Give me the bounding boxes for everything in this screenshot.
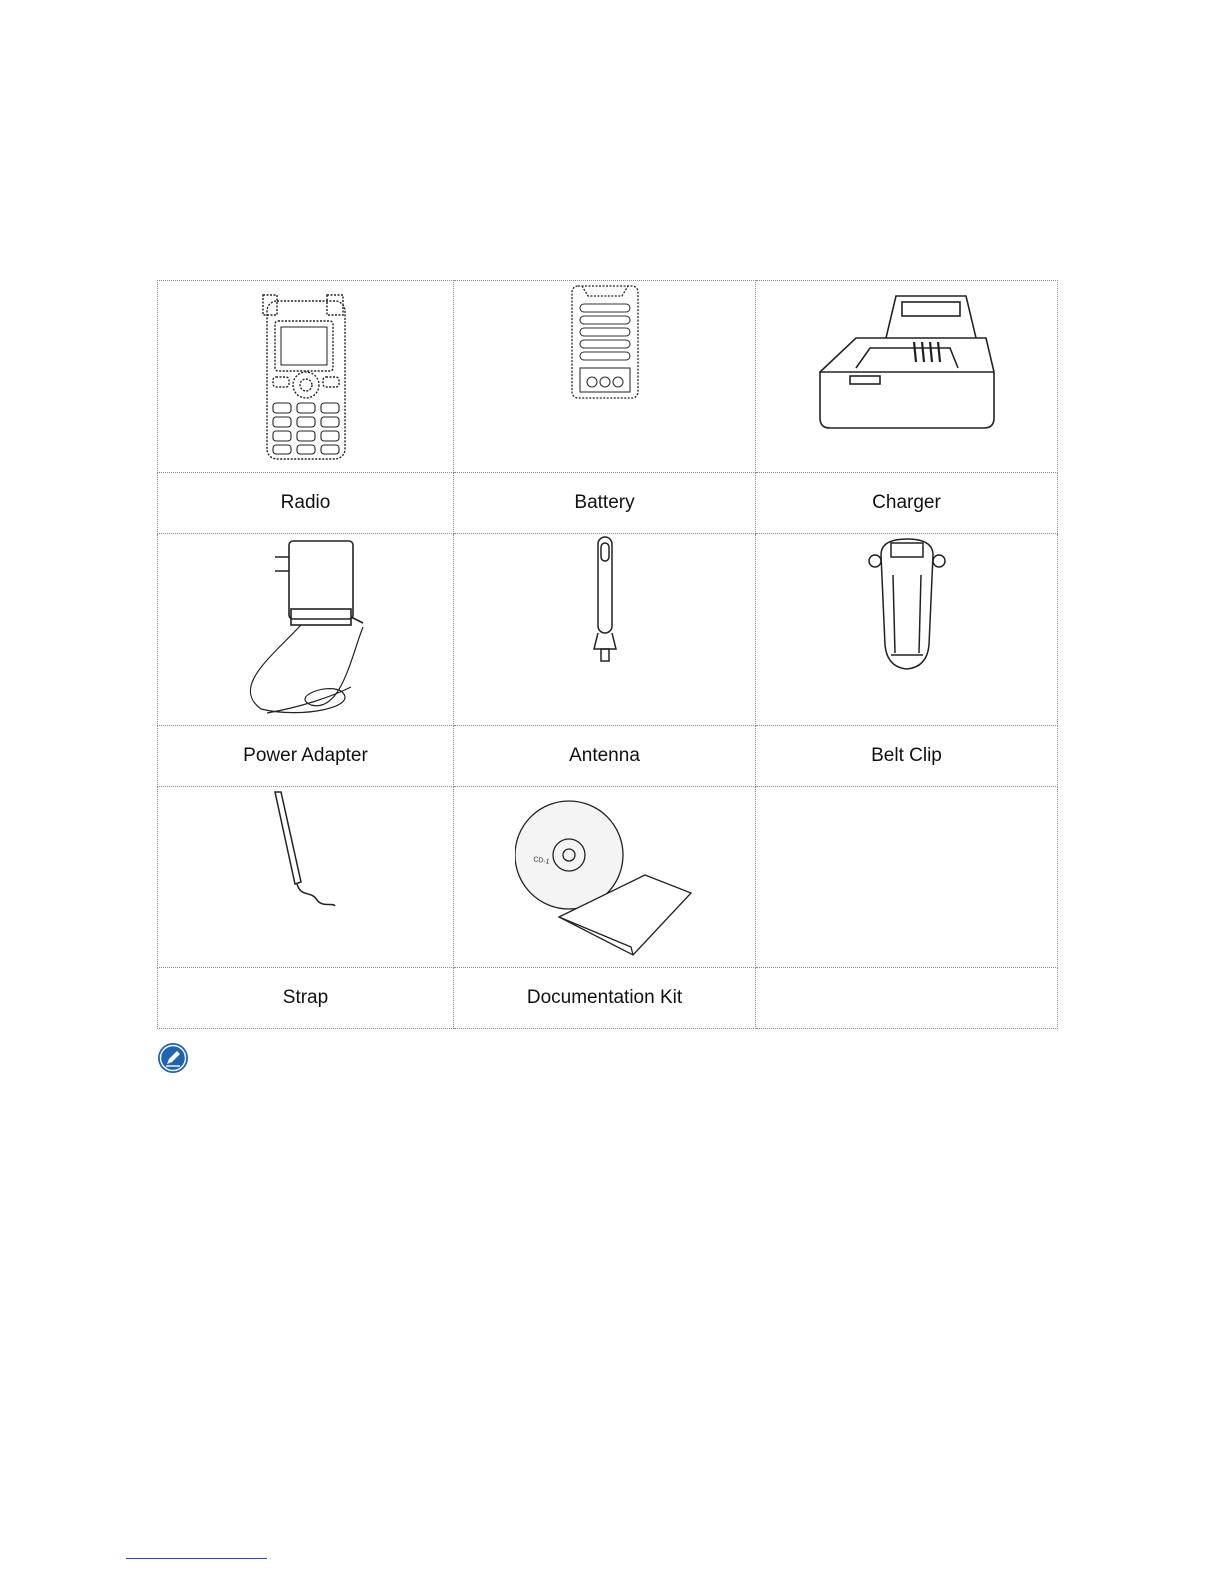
radio-image-cell [158,281,454,473]
image-row [158,787,1058,968]
item-label-radio: Radio [280,492,331,513]
item-label-documentation-kit: Documentation Kit [526,987,683,1008]
note-pencil-icon [157,1042,189,1074]
charger-icon [816,292,998,432]
label-row [158,726,1058,787]
label-row [158,473,1058,534]
item-label-power-adapter: Power Adapter [243,745,368,766]
item-label-antenna: Antenna [569,745,640,766]
strap-image-cell [158,787,454,968]
packing-list-table [157,280,1058,1029]
item-label-strap: Strap [282,987,329,1008]
item-label-charger: Charger [872,492,941,513]
belt-clip-image-cell [756,534,1058,726]
strap-icon [271,790,341,910]
belt-clip-icon [867,535,947,675]
power-adapter-image-cell [158,534,454,726]
power-adapter-icon [231,537,381,723]
charger-image-cell [756,281,1058,473]
antenna-icon [590,535,620,665]
label-row [158,968,1058,1029]
documentation-kit-image-cell [454,787,756,968]
battery-icon [568,282,642,402]
empty-image-cell [756,787,1058,968]
battery-image-cell [454,281,756,473]
image-row [158,281,1058,473]
item-label-battery: Battery [574,492,635,513]
image-row [158,534,1058,726]
svg-text:CD-1: CD-1 [532,856,550,866]
antenna-image-cell [454,534,756,726]
documentation-kit-icon [515,797,695,957]
footer-rule [126,1558,267,1559]
item-label-belt-clip: Belt Clip [871,745,942,766]
radio-icon [261,291,351,463]
